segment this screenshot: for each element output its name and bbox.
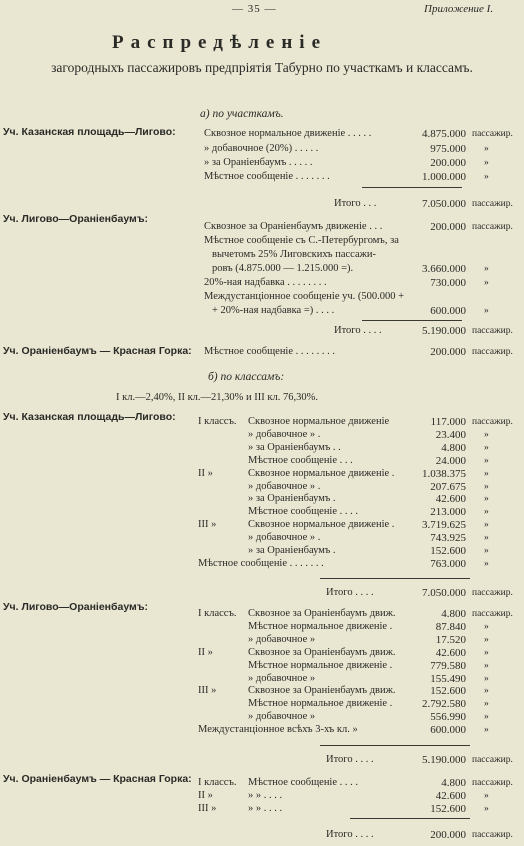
row-desc: Междустанціонное сообщенie уч. (500.000 + bbox=[204, 291, 405, 302]
row-unit: » bbox=[484, 699, 489, 710]
row-desc: Междустанціонное всѣхъ 3-хъ кл. » bbox=[198, 724, 358, 736]
row-desc: Мѣстное сообщенie . . . bbox=[248, 454, 353, 466]
class-label: II » bbox=[198, 467, 213, 479]
row-desc: Сквозное нормальное движенie . bbox=[248, 519, 395, 531]
row-desc: Сквозное за Ораніенбаумъ движ. bbox=[248, 608, 396, 619]
row-desc: Мѣстное сообщенie . . . . bbox=[248, 506, 359, 518]
row-unit: » bbox=[484, 686, 489, 697]
row-desc: Мѣстное сообщенie съ С.-Петербургомъ, за bbox=[204, 235, 399, 246]
row-desc: » добавочное » bbox=[248, 633, 316, 645]
row-value: 24.000 bbox=[435, 454, 466, 467]
row-desc: Мѣстное нормальное движенie . bbox=[248, 620, 393, 632]
row-desc: » добавочное (20%) . . . . . bbox=[204, 143, 319, 154]
row-unit: » bbox=[484, 507, 489, 518]
row-value: 155.490 bbox=[430, 672, 466, 685]
row-desc: + 20%-ная надбавка =) . . . . bbox=[212, 305, 335, 316]
row-value: 23.400 bbox=[435, 428, 466, 441]
row-value: 207.675 bbox=[430, 480, 466, 493]
class-label: III » bbox=[198, 803, 217, 814]
row-unit: » bbox=[484, 791, 489, 801]
row-desc: Сквозное за Ораніенбаумъ движ. bbox=[248, 646, 396, 658]
row-desc: 20%-ная надбавка . . . . . . . . bbox=[204, 277, 327, 288]
total-rule bbox=[320, 745, 470, 746]
total-unit: пассажир. bbox=[472, 588, 513, 598]
row-unit: » bbox=[484, 481, 489, 492]
row-unit: » bbox=[484, 546, 489, 556]
row-desc: » » . . . . bbox=[248, 803, 283, 814]
row-desc: Сквозное за Ораніенбаумъ движ. bbox=[248, 685, 396, 697]
section-label: Уч. Лигово—Ораніенбаумъ: bbox=[3, 601, 148, 613]
row-desc: » за Ораніенбаумъ . . . . . bbox=[204, 157, 313, 168]
total-label: Итого . . . . bbox=[334, 325, 382, 336]
row-value: 42.600 bbox=[435, 790, 466, 802]
section-label: Уч. Ораніенбаумъ — Красная Горка: bbox=[3, 345, 192, 357]
class-label: II » bbox=[198, 790, 213, 801]
row-unit: » bbox=[484, 712, 489, 723]
row-desc: Мѣстное сообщенie . . . . . . . . bbox=[204, 346, 336, 357]
row-value: 152.600 bbox=[430, 685, 466, 698]
row-desc: Мѣстное сообщенie . . . . . . . bbox=[204, 171, 330, 182]
row-value: 152.600 bbox=[430, 545, 466, 557]
row-unit: » bbox=[484, 634, 489, 645]
row-unit: » bbox=[484, 468, 489, 479]
row-value: 4.875.000 bbox=[422, 128, 466, 140]
row-unit: » bbox=[484, 533, 489, 544]
total-label: Итого . . . . bbox=[326, 829, 374, 840]
row-unit: пассажир. bbox=[472, 222, 513, 232]
total-unit: пассажир. bbox=[472, 755, 513, 765]
row-value: 152.600 bbox=[430, 803, 466, 815]
row-unit: пассажир. bbox=[472, 347, 513, 357]
row-desc: вычетомъ 25% Лиговскихъ пассажи- bbox=[212, 249, 377, 260]
row-unit: » bbox=[484, 278, 489, 288]
row-value: 600.000 bbox=[430, 305, 466, 317]
total-rule bbox=[320, 578, 470, 579]
class-label: I классъ. bbox=[198, 416, 237, 427]
total-value: 5.190.000 bbox=[422, 754, 466, 766]
row-unit: » bbox=[484, 673, 489, 684]
class-label: II » bbox=[198, 646, 213, 658]
row-unit: » bbox=[484, 455, 489, 466]
row-unit: » bbox=[484, 144, 489, 154]
row-unit: » bbox=[484, 621, 489, 632]
row-desc: » добавочное » . bbox=[248, 428, 321, 440]
row-desc: ровъ (4.875.000 — 1.215.000 =). bbox=[212, 263, 354, 274]
row-value: 3.719.625 bbox=[422, 519, 466, 532]
total-unit: пассажир. bbox=[472, 326, 513, 336]
row-value: 117.000 bbox=[430, 416, 466, 428]
total-unit: пассажир. bbox=[472, 830, 513, 840]
row-value: 1.000.000 bbox=[422, 171, 466, 183]
class-shares: I кл.—2,40%, II кл.—21,30% и III кл. 76,30%. bbox=[116, 392, 318, 403]
row-value: 4.800 bbox=[441, 608, 466, 620]
section-heading-b: б) по классамъ: bbox=[208, 371, 285, 383]
row-value: 42.600 bbox=[435, 493, 466, 506]
row-unit: пассажир. bbox=[472, 609, 513, 619]
row-value: 87.840 bbox=[435, 620, 466, 633]
row-value: 556.990 bbox=[430, 711, 466, 724]
row-unit: » bbox=[484, 172, 489, 182]
row-unit: » bbox=[484, 429, 489, 440]
total-label: Итого . . . bbox=[334, 198, 377, 209]
total-value: 7.050.000 bbox=[422, 587, 466, 599]
row-desc: » за Ораніенбаумъ . . bbox=[248, 441, 341, 453]
total-label: Итого . . . . bbox=[326, 587, 374, 598]
row-unit: » bbox=[484, 558, 489, 569]
row-value: 2.792.580 bbox=[422, 698, 466, 711]
section-heading-a: a) по участкамъ. bbox=[200, 108, 284, 120]
total-label: Итого . . . . bbox=[326, 754, 374, 765]
row-unit: » bbox=[484, 306, 489, 316]
appendix-label: Приложение I. bbox=[424, 3, 494, 15]
row-desc: » за Ораніенбаумъ . bbox=[248, 493, 336, 505]
row-desc: » за Ораніенбаумъ . bbox=[248, 545, 336, 556]
total-rule bbox=[362, 320, 462, 321]
total-unit: пассажир. bbox=[472, 199, 513, 209]
row-unit: » bbox=[484, 725, 489, 736]
row-value: 200.000 bbox=[430, 157, 466, 169]
row-unit: » bbox=[484, 442, 489, 453]
row-value: 975.000 bbox=[430, 143, 466, 155]
row-unit: пассажир. bbox=[472, 129, 513, 139]
row-value: 779.580 bbox=[430, 659, 466, 672]
row-desc: Сквозное нормальное движенie . . . . . bbox=[204, 128, 372, 139]
row-desc: Мѣстное нормальное движенie . bbox=[248, 659, 393, 671]
row-desc: » добавочное » bbox=[248, 672, 316, 684]
row-value: 600.000 bbox=[430, 724, 466, 737]
row-desc: » добавочное » bbox=[248, 711, 316, 723]
class-label: III » bbox=[198, 519, 217, 531]
row-unit: » bbox=[484, 647, 489, 658]
row-desc: Мѣстное сообщенie . . . . bbox=[248, 777, 359, 788]
total-value: 5.190.000 bbox=[422, 325, 466, 337]
section-label: Уч. Казанская площадь—Лигово: bbox=[3, 411, 176, 423]
class-label: III » bbox=[198, 685, 217, 697]
row-value: 200.000 bbox=[430, 221, 466, 233]
row-desc: Мѣстное нормальное движенie . bbox=[248, 698, 393, 710]
page-number: — 35 — bbox=[232, 3, 277, 15]
row-unit: » bbox=[484, 804, 489, 814]
section-label: Уч. Лигово—Ораніенбаумъ: bbox=[3, 213, 148, 225]
row-value: 3.660.000 bbox=[422, 263, 466, 275]
row-unit: » bbox=[484, 660, 489, 671]
row-value: 200.000 bbox=[430, 346, 466, 358]
row-unit: » bbox=[484, 520, 489, 531]
row-unit: пассажир. bbox=[472, 417, 513, 427]
section-label: Уч. Казанская площадь—Лигово: bbox=[3, 126, 176, 138]
row-desc: » » . . . . bbox=[248, 790, 283, 801]
row-value: 4.800 bbox=[441, 777, 466, 789]
total-rule bbox=[350, 818, 470, 819]
row-value: 1.038.375 bbox=[422, 467, 466, 480]
row-unit: » bbox=[484, 158, 489, 168]
section-label: Уч. Ораніенбаумъ — Красная Горка: bbox=[3, 773, 192, 785]
row-desc: Мѣстное сообщенie . . . . . . . bbox=[198, 557, 324, 569]
total-value: 200.000 bbox=[430, 829, 466, 841]
row-unit: » bbox=[484, 494, 489, 505]
row-desc: » добавочное » . bbox=[248, 532, 321, 544]
row-value: 4.800 bbox=[441, 441, 466, 454]
row-value: 213.000 bbox=[430, 506, 466, 519]
total-value: 7.050.000 bbox=[422, 198, 466, 210]
row-desc: Сквозное нормальное движенie bbox=[248, 416, 390, 427]
row-value: 42.600 bbox=[435, 646, 466, 659]
class-label: I классъ. bbox=[198, 777, 237, 788]
row-value: 743.925 bbox=[430, 532, 466, 545]
row-desc: Сквозное за Ораніенбаумъ движенie . . . bbox=[204, 221, 383, 232]
page-title: Распредѣленie bbox=[112, 32, 328, 53]
row-unit: пассажир. bbox=[472, 778, 513, 788]
page-subtitle: загородныхъ пассажировъ предпрiятiя Табурно по участкамъ и классамъ. bbox=[51, 60, 473, 75]
class-label: I классъ. bbox=[198, 608, 237, 619]
total-rule bbox=[362, 187, 462, 188]
row-desc: » добавочное » . bbox=[248, 480, 321, 492]
row-desc: Сквозное нормальное движенie . bbox=[248, 467, 395, 479]
row-value: 730.000 bbox=[430, 277, 466, 289]
row-value: 763.000 bbox=[430, 557, 466, 570]
row-unit: » bbox=[484, 264, 489, 274]
row-value: 17.520 bbox=[435, 633, 466, 646]
